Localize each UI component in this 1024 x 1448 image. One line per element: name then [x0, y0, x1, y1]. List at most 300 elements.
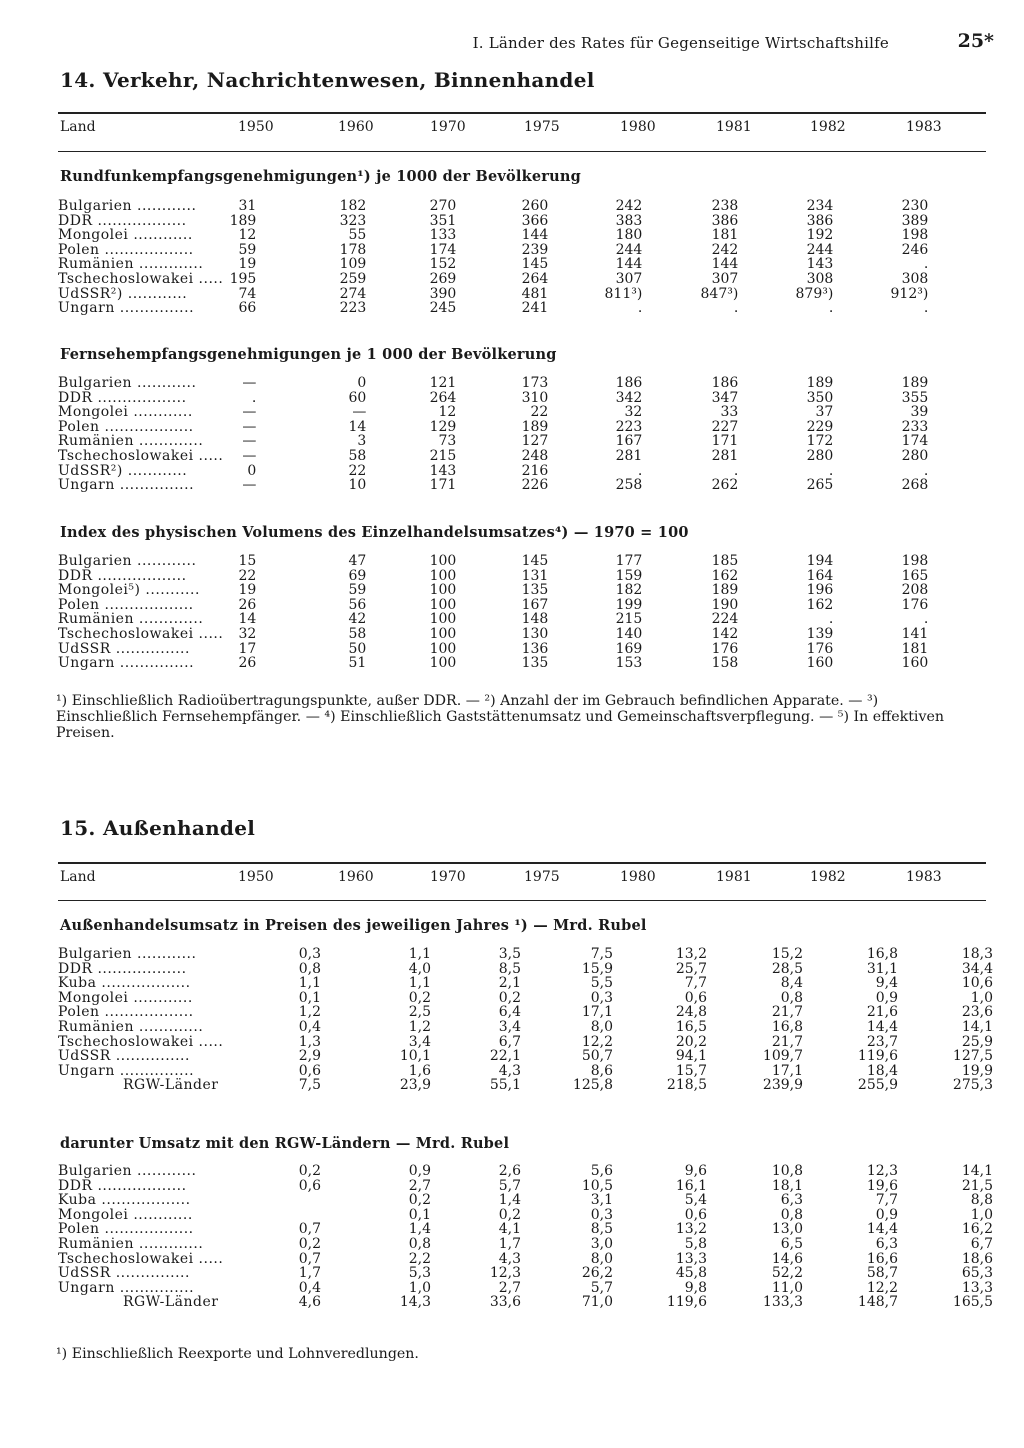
value-cell: 0,2 — [498, 989, 521, 1006]
column-header-year: 1975 — [524, 119, 560, 135]
value-cell: 234 — [806, 198, 834, 214]
value-cell: 481 — [521, 285, 549, 302]
column-header-year: 1982 — [810, 869, 846, 885]
value-cell: 239,9 — [762, 1077, 803, 1094]
value-cell: 47 — [348, 553, 367, 569]
value-cell: 22,1 — [489, 1048, 521, 1065]
table-row — [58, 1208, 993, 1223]
value-cell: 912³) — [890, 285, 929, 302]
country-cell: Rumänien ............. — [58, 1018, 204, 1035]
country-cell: Mongolei ............ — [58, 404, 193, 421]
column-header-year: 1970 — [430, 869, 466, 885]
value-cell: 8,4 — [780, 975, 803, 992]
value-cell: 28,5 — [771, 960, 803, 977]
value-cell: 230 — [901, 198, 929, 214]
table-row — [58, 391, 928, 406]
value-cell: 4,3 — [498, 1250, 521, 1267]
value-cell: 145 — [521, 256, 549, 273]
value-cell: 3,1 — [590, 1192, 613, 1209]
country-cell: Polen .................. — [58, 596, 194, 613]
value-cell: 355 — [901, 389, 929, 406]
country-cell: Tschechoslowakei ..... — [58, 270, 224, 287]
value-cell: 1,3 — [298, 1033, 321, 1050]
value-cell: 0,3 — [298, 946, 321, 962]
value-cell: 238 — [711, 198, 739, 214]
column-header-land: Land — [60, 119, 96, 135]
value-cell: 18,6 — [961, 1250, 993, 1267]
block-title-tv: Fernsehempfangsgenehmigungen je 1 000 der Bevölkerung — [60, 346, 557, 363]
value-cell: 8,5 — [498, 960, 521, 977]
value-cell: 142 — [711, 625, 739, 642]
table-row — [58, 449, 928, 464]
value-cell: 189 — [521, 418, 549, 435]
value-cell: 19 — [238, 256, 257, 273]
page-header — [40, 30, 994, 60]
value-cell: 100 — [429, 567, 457, 584]
value-cell: 847³) — [700, 285, 739, 302]
value-cell: 13,0 — [771, 1221, 803, 1238]
value-cell: 1,1 — [408, 975, 431, 992]
value-cell: . — [251, 389, 257, 406]
column-header-land: Land — [60, 869, 96, 885]
value-cell: 17,1 — [771, 1062, 803, 1079]
value-cell: 152 — [429, 256, 457, 273]
value-cell: 390 — [429, 285, 457, 302]
value-cell: 189 — [806, 375, 834, 391]
value-cell: 100 — [429, 655, 457, 672]
value-cell: 165 — [901, 567, 929, 584]
value-cell: 0,1 — [408, 1206, 431, 1223]
country-cell: UdSSR²) ............ — [58, 462, 188, 479]
country-cell: DDR .................. — [58, 212, 187, 229]
value-cell: 171 — [429, 477, 457, 494]
value-cell: 52,2 — [771, 1265, 803, 1282]
value-cell: 22 — [530, 404, 549, 421]
table-row — [58, 656, 928, 671]
table-row — [58, 1164, 993, 1179]
value-cell: 196 — [806, 582, 834, 599]
table-row — [58, 976, 993, 991]
value-cell: 264 — [429, 389, 457, 406]
value-cell: 7,5 — [298, 1077, 321, 1094]
running-title: I. Länder des Rates für Gegenseitige Wirtschaftshilfe — [472, 34, 889, 52]
value-cell: 100 — [429, 611, 457, 628]
value-cell: 125,8 — [572, 1077, 613, 1094]
value-cell: 189 — [901, 375, 929, 391]
value-cell: 242 — [615, 198, 643, 214]
value-cell: 0,1 — [298, 989, 321, 1006]
value-cell: 246 — [901, 241, 929, 258]
value-cell: 73 — [438, 433, 457, 450]
value-cell: 5,6 — [590, 1163, 613, 1179]
country-cell: Tschechoslowakei ..... — [58, 447, 224, 464]
value-cell: 23,7 — [866, 1033, 898, 1050]
section-15-header-rule — [58, 900, 986, 901]
value-cell: 10,6 — [961, 975, 993, 992]
value-cell: 71,0 — [581, 1294, 613, 1311]
value-cell: 260 — [521, 198, 549, 214]
value-cell: 1,7 — [498, 1235, 521, 1252]
value-cell: 182 — [615, 582, 643, 599]
value-cell: 159 — [615, 567, 643, 584]
value-cell: 386 — [711, 212, 739, 229]
table-row — [58, 287, 928, 302]
value-cell: 16,5 — [675, 1018, 707, 1035]
table-row — [58, 272, 928, 287]
value-cell: 24,8 — [675, 1004, 707, 1021]
value-cell: 5,8 — [684, 1235, 707, 1252]
section-14-title: 14. Verkehr, Nachrichtenwesen, Binnenhandel — [60, 68, 595, 92]
value-cell: 14,6 — [771, 1250, 803, 1267]
value-cell: 8,8 — [970, 1192, 993, 1209]
value-cell: 109 — [339, 256, 367, 273]
value-cell: 25,7 — [675, 960, 707, 977]
value-cell: 3,5 — [498, 946, 521, 962]
value-cell: 109,7 — [762, 1048, 803, 1065]
block-title-radio: Rundfunkempfangsgenehmigungen¹) je 1000 der Bevölkerung — [60, 168, 581, 185]
value-cell: 366 — [521, 212, 549, 229]
value-cell: 0,9 — [875, 989, 898, 1006]
value-cell: 0,2 — [498, 1206, 521, 1223]
country-cell: Bulgarien ............ — [58, 1163, 197, 1179]
value-cell: 8,0 — [590, 1250, 613, 1267]
value-cell: 19 — [238, 582, 257, 599]
table-row — [58, 583, 928, 598]
value-cell: 100 — [429, 582, 457, 599]
value-cell: 10,8 — [771, 1163, 803, 1179]
country-cell: Rumänien ............. — [58, 256, 204, 273]
column-header-year: 1982 — [810, 119, 846, 135]
value-cell: 16,8 — [771, 1018, 803, 1035]
value-cell: 176 — [711, 640, 739, 657]
value-cell: 18,3 — [961, 946, 993, 962]
table-row — [58, 257, 928, 272]
value-cell: 133,3 — [762, 1294, 803, 1311]
value-cell: 194 — [806, 553, 834, 569]
value-cell: — — [242, 418, 257, 435]
value-cell: 3,4 — [498, 1018, 521, 1035]
section-14-column-header — [58, 119, 986, 141]
value-cell: 181 — [711, 227, 739, 244]
value-cell: 280 — [901, 447, 929, 464]
value-cell: 20,2 — [675, 1033, 707, 1050]
value-cell: 3 — [357, 433, 367, 450]
value-cell: 342 — [615, 389, 643, 406]
value-cell: 167 — [615, 433, 643, 450]
value-cell: 198 — [901, 553, 929, 569]
column-header-year: 1980 — [620, 869, 656, 885]
table-row — [58, 1193, 993, 1208]
column-header-year: 1981 — [716, 869, 752, 885]
country-cell: Bulgarien ............ — [58, 375, 197, 391]
value-cell: 127,5 — [952, 1048, 993, 1065]
value-cell: 270 — [429, 198, 457, 214]
value-cell: 16,2 — [961, 1221, 993, 1238]
column-header-year: 1950 — [238, 869, 274, 885]
value-cell: 265 — [806, 477, 834, 494]
value-cell: — — [242, 433, 257, 450]
table-row — [58, 1035, 993, 1050]
table-row — [58, 376, 928, 391]
value-cell: 226 — [521, 477, 549, 494]
value-cell: . — [828, 462, 834, 479]
table-row — [58, 947, 993, 962]
value-cell: 280 — [806, 447, 834, 464]
value-cell: 26 — [238, 596, 257, 613]
value-cell: 14 — [348, 418, 367, 435]
value-cell: 239 — [521, 241, 549, 258]
value-cell: 879³) — [795, 285, 834, 302]
value-cell: 121 — [429, 375, 457, 391]
value-cell: 58 — [348, 447, 367, 464]
value-cell: 307 — [711, 270, 739, 287]
value-cell: 258 — [615, 477, 643, 494]
value-cell: 1,1 — [408, 946, 431, 962]
column-header-year: 1983 — [906, 119, 942, 135]
value-cell: 162 — [806, 596, 834, 613]
column-header-year: 1970 — [430, 119, 466, 135]
value-cell: 162 — [711, 567, 739, 584]
value-cell: 0,2 — [408, 1192, 431, 1209]
country-cell: DDR .................. — [58, 389, 187, 406]
country-cell: UdSSR²) ............ — [58, 285, 188, 302]
column-header-year: 1960 — [338, 869, 374, 885]
value-cell: 58,7 — [866, 1265, 898, 1282]
value-cell: 140 — [615, 625, 643, 642]
country-cell: Polen .................. — [58, 418, 194, 435]
value-cell: 144 — [615, 256, 643, 273]
value-cell: 21,5 — [961, 1177, 993, 1194]
value-cell: 195 — [229, 270, 257, 287]
value-cell: 18,1 — [771, 1177, 803, 1194]
value-cell: 811³) — [604, 285, 643, 302]
value-cell: 218,5 — [666, 1077, 707, 1094]
value-cell: 4,1 — [498, 1221, 521, 1238]
value-cell: 1,2 — [298, 1004, 321, 1021]
column-header-year: 1960 — [338, 119, 374, 135]
table-rgw-trade — [58, 1164, 993, 1310]
country-cell: Rumänien ............. — [58, 433, 204, 450]
value-cell: 21,7 — [771, 1004, 803, 1021]
value-cell: 167 — [521, 596, 549, 613]
value-cell: 55 — [348, 227, 367, 244]
value-cell: 2,9 — [298, 1048, 321, 1065]
value-cell: 74 — [238, 285, 257, 302]
value-cell: . — [733, 462, 739, 479]
value-cell: 186 — [615, 375, 643, 391]
value-cell: 351 — [429, 212, 457, 229]
value-cell: 0,2 — [298, 1163, 321, 1179]
value-cell: 4,6 — [298, 1294, 321, 1311]
value-cell: 241 — [521, 300, 549, 317]
value-cell: 56 — [348, 596, 367, 613]
value-cell: 0,6 — [684, 989, 707, 1006]
value-cell: 216 — [521, 462, 549, 479]
value-cell: 2,7 — [498, 1279, 521, 1296]
country-cell: Ungarn ............... — [58, 1062, 195, 1079]
value-cell: 22 — [238, 567, 257, 584]
value-cell: 347 — [711, 389, 739, 406]
value-cell: 12,2 — [866, 1279, 898, 1296]
value-cell: 59 — [238, 241, 257, 258]
country-cell: DDR .................. — [58, 1177, 187, 1194]
value-cell: 100 — [429, 640, 457, 657]
value-cell — [288, 1193, 321, 1208]
section-15-footnote: ¹) Einschließlich Reexporte und Lohnveredlungen. — [56, 1346, 419, 1362]
value-cell: 185 — [711, 553, 739, 569]
country-cell: Rumänien ............. — [58, 1235, 204, 1252]
value-cell: 0,6 — [684, 1206, 707, 1223]
value-cell: 274 — [339, 285, 367, 302]
value-cell: 174 — [901, 433, 929, 450]
value-cell: 145 — [521, 553, 549, 569]
section-15-column-header — [58, 869, 986, 891]
value-cell: 50,7 — [581, 1048, 613, 1065]
value-cell: 153 — [615, 655, 643, 672]
value-cell: 255,9 — [857, 1077, 898, 1094]
value-cell: 259 — [339, 270, 367, 287]
value-cell — [288, 1208, 321, 1223]
value-cell: 135 — [521, 582, 549, 599]
value-cell: 141 — [901, 625, 929, 642]
value-cell: 0,3 — [590, 989, 613, 1006]
value-cell: 1,0 — [970, 1206, 993, 1223]
value-cell: 0,8 — [408, 1235, 431, 1252]
value-cell: 12,3 — [489, 1265, 521, 1282]
value-cell: 23,6 — [961, 1004, 993, 1021]
value-cell: . — [828, 300, 834, 317]
value-cell: 307 — [615, 270, 643, 287]
country-cell: UdSSR ............... — [58, 640, 190, 657]
table-row — [58, 228, 928, 243]
value-cell: 0,4 — [298, 1018, 321, 1035]
country-cell: Mongolei ............ — [58, 1206, 193, 1223]
value-cell: 17 — [238, 640, 257, 657]
page-number: 25* — [957, 30, 994, 52]
block-title-foreign-trade: Außenhandelsumsatz in Preisen des jeweiligen Jahres ¹) — Mrd. Rubel — [60, 917, 647, 934]
country-cell: DDR .................. — [58, 960, 187, 977]
value-cell: 8,0 — [590, 1018, 613, 1035]
table-row — [58, 434, 928, 449]
value-cell: 308 — [901, 270, 929, 287]
value-cell: 248 — [521, 447, 549, 464]
country-cell: Ungarn ............... — [58, 477, 195, 494]
value-cell: 224 — [711, 611, 739, 628]
value-cell: 100 — [429, 596, 457, 613]
value-cell: 181 — [901, 640, 929, 657]
value-cell: 0,7 — [298, 1221, 321, 1238]
total-row — [58, 1078, 993, 1093]
value-cell: 308 — [806, 270, 834, 287]
value-cell: 180 — [615, 227, 643, 244]
value-cell: 25,9 — [961, 1033, 993, 1050]
value-cell: . — [923, 462, 929, 479]
value-cell: 6,7 — [498, 1033, 521, 1050]
value-cell: 9,6 — [684, 1163, 707, 1179]
table-row — [58, 1237, 993, 1252]
value-cell: 198 — [901, 227, 929, 244]
value-cell: . — [923, 256, 929, 273]
value-cell: 119,6 — [666, 1294, 707, 1311]
value-cell: . — [923, 300, 929, 317]
table-row — [58, 1005, 993, 1020]
table-row — [58, 243, 928, 258]
value-cell: 10 — [348, 477, 367, 494]
value-cell: 11,0 — [771, 1279, 803, 1296]
value-cell: 59 — [348, 582, 367, 599]
value-cell: 22 — [348, 462, 367, 479]
value-cell: 4,0 — [408, 960, 431, 977]
value-cell: 242 — [711, 241, 739, 258]
value-cell: 148 — [521, 611, 549, 628]
table-row — [58, 612, 928, 627]
value-cell: 21,7 — [771, 1033, 803, 1050]
column-header-year: 1950 — [238, 119, 274, 135]
value-cell: 0,6 — [298, 1177, 321, 1194]
value-cell: 189 — [229, 212, 257, 229]
value-cell: 66 — [238, 300, 257, 317]
table-row — [58, 554, 928, 569]
value-cell: 9,4 — [875, 975, 898, 992]
value-cell: 173 — [521, 375, 549, 391]
value-cell: 158 — [711, 655, 739, 672]
value-cell: 160 — [806, 655, 834, 672]
value-cell: 13,2 — [675, 946, 707, 962]
value-cell: 5,7 — [498, 1177, 521, 1194]
value-cell: 17,1 — [581, 1004, 613, 1021]
table-row — [58, 991, 993, 1006]
value-cell: . — [923, 611, 929, 628]
value-cell: 0,8 — [780, 1206, 803, 1223]
country-cell: Tschechoslowakei ..... — [58, 625, 224, 642]
value-cell: 58 — [348, 625, 367, 642]
value-cell: 172 — [806, 433, 834, 450]
table-row — [58, 1179, 993, 1194]
section-14-top-rule — [58, 112, 986, 114]
value-cell: 100 — [429, 625, 457, 642]
total-label: RGW-Länder — [123, 1294, 219, 1311]
value-cell: 229 — [806, 418, 834, 435]
table-row — [58, 1266, 993, 1281]
value-cell: 215 — [429, 447, 457, 464]
table-tv-licenses — [58, 376, 928, 493]
block-title-retail-index: Index des physischen Volumens des Einzelhandelsumsatzes⁴) — 1970 = 100 — [60, 524, 689, 541]
country-cell: Tschechoslowakei ..... — [58, 1250, 224, 1267]
value-cell: 281 — [711, 447, 739, 464]
value-cell: 6,3 — [780, 1192, 803, 1209]
value-cell: 227 — [711, 418, 739, 435]
value-cell: 182 — [339, 198, 367, 214]
total-row — [58, 1295, 993, 1310]
country-cell: Kuba .................. — [58, 1192, 191, 1209]
value-cell: 0 — [357, 375, 367, 391]
value-cell: 268 — [901, 477, 929, 494]
country-cell: UdSSR ............... — [58, 1048, 190, 1065]
value-cell: 42 — [348, 611, 367, 628]
country-cell: DDR .................. — [58, 567, 187, 584]
value-cell: — — [242, 477, 257, 494]
value-cell: 45,8 — [675, 1265, 707, 1282]
table-row — [58, 569, 928, 584]
value-cell: 136 — [521, 640, 549, 657]
value-cell: 14,4 — [866, 1018, 898, 1035]
value-cell: 10,1 — [399, 1048, 431, 1065]
value-cell: 223 — [339, 300, 367, 317]
value-cell: 6,3 — [875, 1235, 898, 1252]
value-cell: 127 — [521, 433, 549, 450]
table-row — [58, 1064, 993, 1079]
value-cell: 269 — [429, 270, 457, 287]
